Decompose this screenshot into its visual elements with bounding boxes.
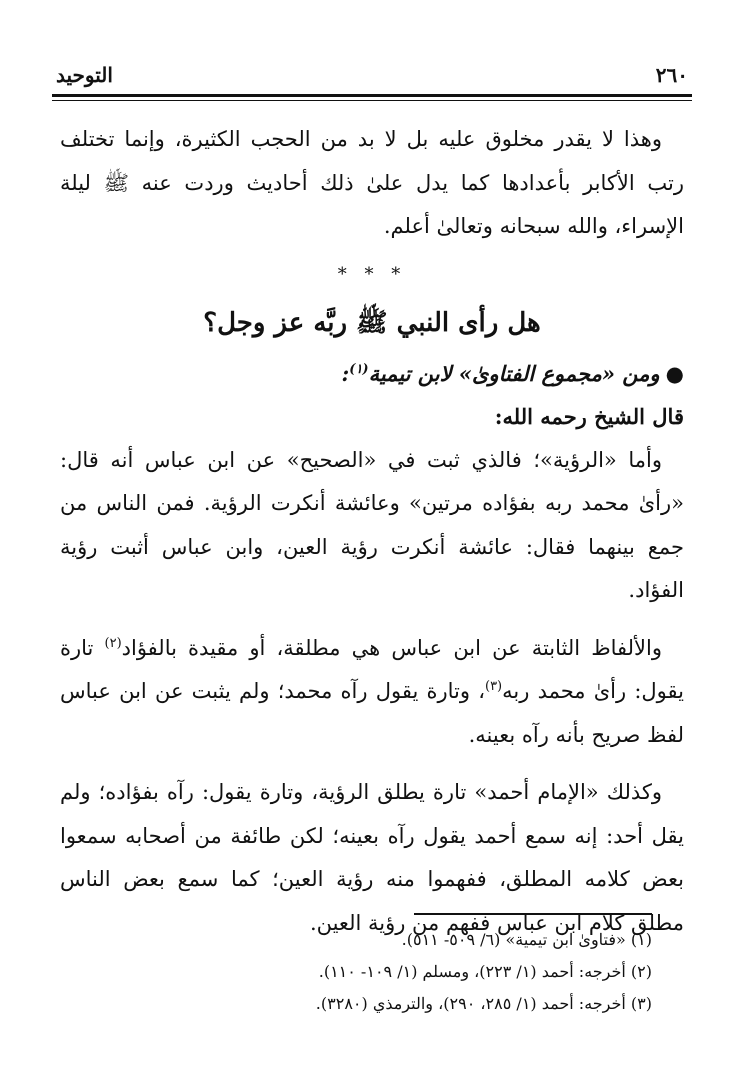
intro-paragraph: وهذا لا يقدر مخلوق عليه بل لا بد من الحجب الكثيرة، وإنما تختلف رتب الأكابر بأعدادها كما يدل علىٰ ذلك أحاديث وردت عنه ﷺ ليلة الإسراء، والله سبحانه وتعالىٰ أعلم. bbox=[60, 127, 684, 238]
footnote-rule bbox=[414, 913, 652, 915]
footnote-3: (٣) أخرجه: أحمد (١/ ٢٨٥، ٢٩٠)، والترمذي (٣٢٨٠). bbox=[315, 994, 652, 1013]
paragraph-2 bbox=[60, 627, 684, 758]
paragraph-2-part-b: تارة يقول: رأىٰ محمد ربه bbox=[60, 635, 684, 703]
footnote-2: (٢) أخرجه: أحمد (١/ ٢٢٣)، ومسلم (١/ ١٠٩- ١١٠). bbox=[318, 962, 652, 981]
footnote-1: (١) «فتاوىٰ ابن تيمية» (٦/ ٥٠٩- ٥١١). bbox=[401, 930, 652, 949]
footnote-ref-3: (٣) bbox=[484, 679, 503, 694]
bullet-icon: ● bbox=[665, 360, 684, 386]
section-heading: هل رأى النبي ﷺ ربَّه عز وجل؟ bbox=[203, 308, 541, 338]
paragraph-2-part-a: والألفاظ الثابتة عن ابن عباس هي مطلقة، أو مقيدة بالفؤاد bbox=[121, 635, 662, 660]
page-number: ٢٦٠ bbox=[655, 63, 688, 87]
footnotes bbox=[60, 924, 652, 1020]
main-text bbox=[60, 118, 684, 945]
header-rule-thin bbox=[52, 100, 692, 101]
header-rule-thick bbox=[52, 94, 692, 97]
paragraph-1: وأما «الرؤية»؛ فالذي ثبت في «الصحيح» عن ابن عباس أنه قال: «رأىٰ محمد ربه بفؤاده مرتين» وعائشة أنكرت الرؤية. فمن الناس من جمع بينهما فقال: عائشة أنكرت رؤية العين، وابن عباس أثبت رؤية الفؤاد. bbox=[60, 447, 684, 602]
source-label: ومن «مجموع الفتاوىٰ» لابن تيمية bbox=[368, 360, 660, 386]
source-line bbox=[60, 352, 684, 396]
running-title: التوحيد bbox=[56, 63, 113, 87]
paragraph-2-part-c: ، وتارة يقول رآه محمد؛ ولم يثبت عن ابن عباس لفظ صريح بأنه رآه بعينه. bbox=[60, 679, 684, 747]
speaker-line: قال الشيخ رحمه الله: bbox=[494, 404, 684, 429]
footnote-ref-1: (١) bbox=[349, 361, 369, 377]
page-header bbox=[56, 58, 688, 92]
footnote-ref-2: (٢) bbox=[104, 635, 122, 651]
source-colon: : bbox=[341, 360, 350, 386]
section-separator: * * * bbox=[337, 263, 407, 285]
paragraph-3: وكذلك «الإمام أحمد» تارة يطلق الرؤية، وتارة يقول: رآه بفؤاده؛ ولم يقل أحد: إنه سمع أحمد يقول رآه بعينه؛ لكن طائفة من أصحابه سمعوا بعض كلامه المطلق، ففهموا منه رؤية العين؛ كما سمع بعض الناس مطلق كلام ابن عباس ففهم من رؤية العين. bbox=[60, 780, 684, 935]
